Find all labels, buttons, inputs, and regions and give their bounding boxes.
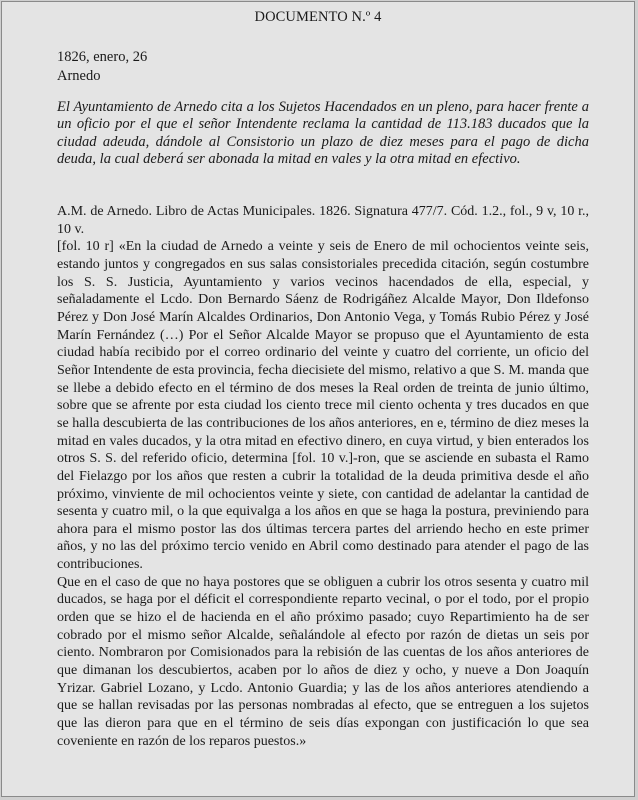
document-title: DOCUMENTO N.º 4	[254, 9, 382, 25]
document-summary: El Ayuntamiento de Arnedo cita a los Sujetos Hacendados en un pleno, para hacer frente a un oficio por el que el señor Intendente reclama la cantidad de 113.183 ducados que la ciudad adeuda, dándole al Consistorio un plazo de diez meses para el pago de dicha deuda, la cual deberá ser abonada la mitad en vales y la otra mitad en efectivo.	[57, 99, 589, 167]
document-page	[1, 1, 635, 797]
transcription-paragraph: [fol. 10 r] «En la ciudad de Arnedo a veinte y seis de Enero de mil ochocientos veinte seis, estando juntos y congregados en sus salas consistoriales precedida citación, según costumbre los S. S. Justicia, Ayuntamiento y varios vecinos hacendados de ella, especial, y señaladamente el Lcdo. Don Bernardo Sáenz de Rodrigáñez Alcalde Mayor, Don Ildefonso Pérez y Don José Marín Alcaldes Ordinarios, Don Antonio Vega, y Tomás Rubio Pérez y José Marín Fernández (…) Por el Señor Alcalde Mayor se propuso que el Ayuntamiento de esta ciudad había recibido por el correo ordinario del veinte y cuatro del corriente, un oficio del Señor Intendente de esta provincia, fecha diecisiete del mismo, relativo a que S. M. manda que se llebe a debido efecto en el término de dos meses la Real orden de treinta de junio último, sobre que se afrente por esta ciudad los ciento trece mil ciento ochenta y tres ducados en que se halla descubierta de las contribuciones de los años anteriores, en e, término de diez meses la mitad en vales ducados, y la otra mitad en efectivo dinero, en cuya virtud, y bien enterados los otros S. S. del referido oficio, determina [fol. 10 v.]-ron, que se asciende en subasta el Ramo del Fielazgo por los años que resten a cubrir la totalidad de la deuda primitiva desde el año próximo, vinviente de mil ochocientos veinte y siete, con cantidad de adelantar la cantidad de sesenta y cuatro mil, o la que equivalga a los años en que se haga la postura, previniendo para ahora para el mismo postor las dos últimas tercera partes del arriendo hecho en este primer años, y no las del próximo tercio venido en Abril como destinado para atender el pago de las contribuciones.	[57, 239, 589, 573]
archive-reference: A.M. de Arnedo. Libro de Actas Municipales. 1826. Signatura 477/7. Cód. 1.2., fol., 9 v, 10 r., 10 v.	[57, 204, 589, 237]
document-place: Arnedo	[57, 67, 101, 84]
document-body	[57, 203, 589, 750]
transcription-paragraph: Que en el caso de que no haya postores que se obliguen a cubrir los otros sesenta y cuatro mil ducados, se haga por el déficit el correspondiente reparto vecinal, o por el todo, por el propio orden que se hizo el de hacienda en el año próximo pasado; cuyo Repartimiento ha de ser cobrado por el mismo señor Alcalde, señalándole al efecto por razón de dietas un seis por ciento. Nombraron por Comisionados para la rebisión de las cuentas de los años anteriores de que dimanan los descubiertos, acaben por lo años de diez y ocho, y nueve a Don Joaquín Yrizar. Gabriel Lozano, y Lcdo. Antonio Guardia; y las de los años anteriores atendiendo a que se hallan revisadas por las personas nombradas al efecto, que se entreguen a los sujetos que las dieron para que en el término de seis días expongan con justificación lo que sea coveniente en razón de los reparos puestos.»	[57, 574, 589, 749]
document-date: 1826, enero, 26	[57, 49, 148, 65]
document-header	[57, 48, 147, 85]
